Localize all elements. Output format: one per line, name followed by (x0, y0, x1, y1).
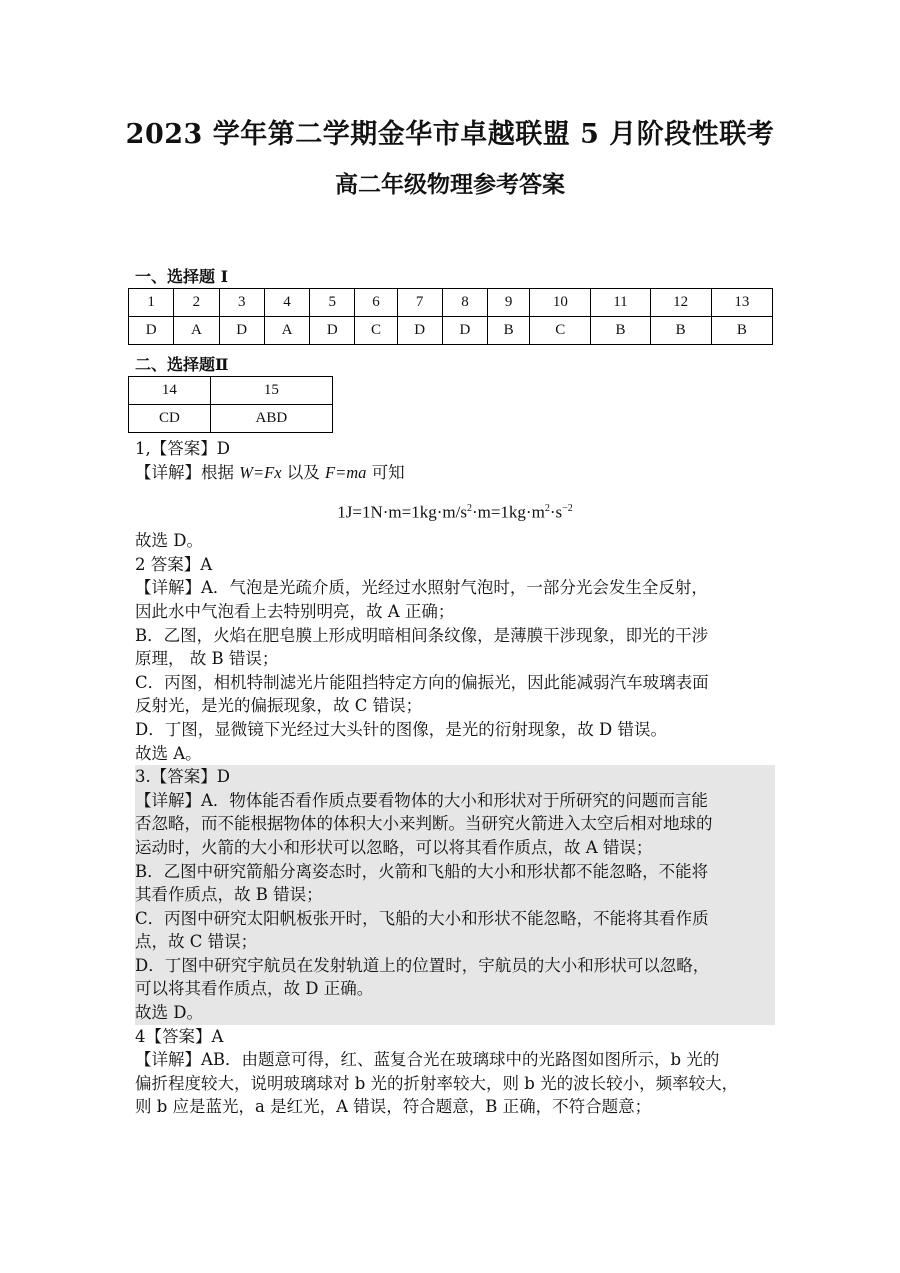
explanation-line: D．丁图，显微镜下光经过大头针的图像，是光的衍射现象，故 D 错误。 (135, 719, 667, 739)
section-heading-1: 一、选择题 I (135, 267, 229, 286)
q4-detail (135, 1048, 775, 1119)
explanation-line: D．丁图中研究宇航员在发射轨道上的位置时，宇航员的大小和形状可以忽略， (135, 955, 710, 975)
explanations (135, 437, 775, 1119)
answer-cell: B (650, 317, 711, 345)
answer-cell: A (174, 317, 219, 345)
question-number-cell: 13 (711, 289, 772, 317)
explanation-line: 【详解】A．物体能否看作质点要看物体的大小和形状对于所研究的问题而言能 (135, 790, 708, 810)
explanation-line: 原理， 故 B 错误； (135, 649, 279, 669)
question-number-cell: 5 (310, 289, 355, 317)
answer-cell: D (129, 317, 174, 345)
q2-answer: 2 答案】A (135, 554, 213, 574)
q1-formula: $1J=1N\cdot m=1kg\cdot m/s^2\cdot m=1kg\cdot m^2\cdot s^{-2}$ (337, 502, 573, 522)
question-number-cell: 10 (530, 289, 591, 317)
explanation-line: 反射光，是光的偏振现象，故 C 错误； (135, 696, 423, 716)
explanation-line: B．乙图，火焰在肥皂膜上形成明暗相间条纹像，是薄膜干涉现象，即光的干涉 (135, 625, 709, 645)
explanation-line: 点，故 C 错误； (135, 932, 258, 952)
answer-cell: C (355, 317, 397, 345)
explanation-line: 故选 A。 (135, 743, 202, 763)
explanation-line: 【详解】A．气泡是光疏介质，光经过水照射气泡时，一部分光会发生全反射， (135, 578, 708, 598)
question-number-cell: 4 (264, 289, 309, 317)
question-number-cell: 15 (210, 377, 332, 405)
explanation-line: 可以将其看作质点，故 D 正确。 (135, 979, 374, 999)
question-number-cell: 12 (650, 289, 711, 317)
question-number-cell: 1 (129, 289, 174, 317)
answer-table-1-answers (129, 317, 773, 345)
explanation-line: 因此水中气泡看上去特别明亮，故 A 正确； (135, 601, 455, 621)
answer-table-2 (128, 376, 333, 433)
answer-cell: D (442, 317, 487, 345)
explanation-line: 偏折程度较大，说明玻璃球对 b 光的折射率较大，则 b 光的波长较小，频率较大， (135, 1073, 739, 1093)
q1-detail: 【详解】根据 W=Fx 以及 F=ma 可知 (135, 462, 405, 482)
answer-cell: A (264, 317, 309, 345)
page-subtitle: 高二年级物理参考答案 (335, 171, 565, 198)
explanation-line: 【详解】AB．由题意可得，红、蓝复合光在玻璃球中的光路图如图所示，b 光的 (135, 1050, 720, 1070)
answer-cell: B (591, 317, 650, 345)
explanation-line: 其看作质点，故 B 错误； (135, 885, 323, 905)
question-number-cell: 2 (174, 289, 219, 317)
explanation-line: B．乙图中研究箭船分离姿态时，火箭和飞船的大小和形状都不能忽略，不能将 (135, 861, 709, 881)
answer-cell: B (711, 317, 772, 345)
answer-cell: ABD (210, 405, 332, 433)
explanation-line: C．丙图，相机特制滤光片能阻挡特定方向的偏振光，因此能减弱汽车玻璃表面 (135, 672, 709, 692)
question-number-cell: 9 (488, 289, 530, 317)
q3-answer: 3.【答案】D (135, 767, 230, 787)
q3-block (135, 765, 775, 1025)
question-number-cell: 7 (397, 289, 442, 317)
answer-table-2-numbers (129, 377, 333, 405)
question-number-cell: 14 (129, 377, 211, 405)
answer-table-1 (128, 288, 773, 345)
q4-answer: 4【答案】A (135, 1026, 224, 1046)
section-heading-2: 二、选择题Ⅱ (135, 355, 229, 374)
question-number-cell: 11 (591, 289, 650, 317)
explanation-line: 运动时，火箭的大小和形状可以忽略，可以将其看作质点，故 A 错误； (135, 837, 653, 857)
answer-cell: D (310, 317, 355, 345)
q2-detail (135, 576, 775, 765)
explanation-line: 否忽略，而不能根据物体的体积大小来判断。当研究火箭进入太空后相对地球的 (135, 814, 713, 834)
answer-table-2-answers (129, 405, 333, 433)
question-number-cell: 8 (442, 289, 487, 317)
answer-table-1-numbers (129, 289, 773, 317)
answer-cell: D (219, 317, 264, 345)
q3-detail (135, 789, 775, 1025)
answer-cell: B (488, 317, 530, 345)
page-title: 2023 学年第二学期金华市卓越联盟 5 月阶段性联考 (125, 119, 775, 150)
q1-conclusion: 故选 D。 (135, 531, 203, 551)
explanation-line: C．丙图中研究太阳帆板张开时，飞船的大小和形状不能忽略，不能将其看作质 (135, 908, 709, 928)
question-number-cell: 3 (219, 289, 264, 317)
answer-cell: C (530, 317, 591, 345)
explanation-line: 故选 D。 (135, 1003, 203, 1023)
answer-cell: CD (129, 405, 211, 433)
q1-answer: 1,【答案】D (135, 439, 230, 458)
explanation-line: 则 b 应是蓝光，a 是红光，A 错误，符合题意，B 正确，不符合题意； (135, 1097, 652, 1117)
answer-cell: D (397, 317, 442, 345)
question-number-cell: 6 (355, 289, 397, 317)
